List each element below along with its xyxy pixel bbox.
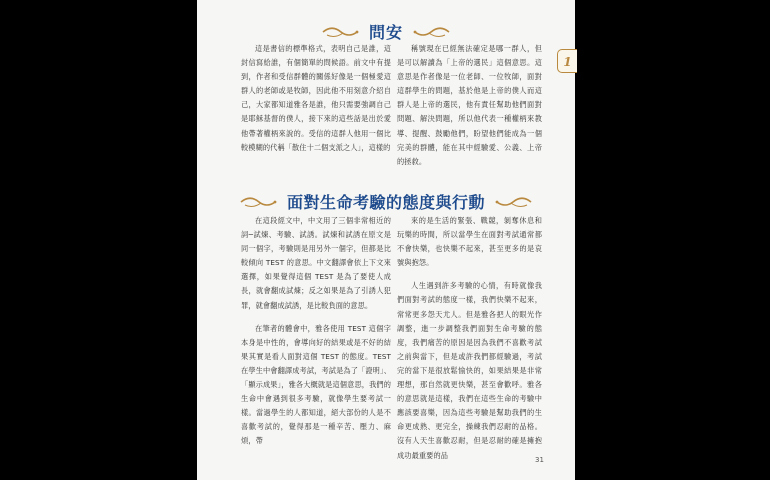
section-heading-greeting [197, 20, 575, 43]
text-column [397, 214, 542, 463]
section-title: 面對生命考驗的態度與行動 [286, 193, 485, 212]
paragraph: 人生遇到許多考驗的心情，有時就像我們面對考試的態度一樣，我們快樂不起來，常常更多怨天尤人。但是雅各把人的眼光作調整，進一步調整我們面對生命考驗的態度，我們痛苦的原因是因為我們不喜歡考試之前與當下，但是或許我們都經驗過，考試完的當下是很放鬆愉快的，如果結果是非常理想，那自然就更快樂，甚至會歡呼。雅各的意思就是這樣，我們在這些生命的考驗中應該要喜樂，因為這些考驗是幫助我們的生命更成熟、更完全，操練我們忍耐的品格。沒有人天生喜歡忍耐，但是忍耐的確是擁抱成功最重要的品 [397, 281, 542, 460]
text-column [241, 214, 391, 449]
paragraph: 在筆者的體會中，雅各使用 TEST 這個字本身是中性的，會導向好的結果或是不好的結果其實是看人面對這個 TEST 的態度。TEST 在學生中會翻譯成考試，考試是為了「證明」、「顯示成果」，雅各大概就是這個意思，我們的生命中會遇到很多考驗，就像學生要考試一樣。當過學生的人都知道，絕大部份的人是不喜歡考試的，覺得那是一種辛苦、壓力、麻煩，帶 [241, 323, 391, 446]
paragraph: 稱號現在已經無法確定是哪一群人，但是可以解讀為「上帝的選民」這個意思。這意思是作者像是一位老師、一位牧師，面對這群學生的問題，基於他是上帝的僕人而這群人是上帝的選民，他有責任幫助他們面對問題、解決問題，所以他代表一種權柄來教導、提醒、鼓勵他們，盼望他們能成為一個完美的群體，能在其中經驗愛、公義、上帝的拯救。 [397, 44, 542, 166]
chapter-tab: 1 [557, 49, 577, 73]
ornament-right-icon [413, 26, 451, 38]
paragraph: 在這段經文中，中文用了三個非常相近的詞─試煉、考驗、試誘。試煉和試誘在原文是同一個字，考驗則是用另外一個字，但都是比較傾向 TEST 的意思。中文翻譯會依上下文來選擇，如果覺得這個 TEST 是為了要使人成長，就會翻成試煉；反之如果是為了引誘人犯罪，就會翻成試誘，是比較負面的意思。 [241, 216, 391, 310]
section-title: 問安 [368, 23, 403, 42]
ornament-left-icon [321, 26, 359, 38]
ornament-left-icon [239, 196, 277, 208]
page-number: 31 [535, 456, 544, 464]
text-column [241, 42, 391, 155]
section-heading-life-tests [197, 190, 575, 213]
paragraph: 這是書信的標準格式，表明自己是誰，這封信寫給誰，有個簡單的問候語。前文中有提到，作者和受信群體的關係好像是一個極愛這群人的老師或是牧師，因此他不用刻意介紹自己，大家都知道雅各是誰，他只需要強調自己是耶穌基督的僕人，接下來的這些話是出於愛他帶著權柄來說的。受信的這群人他用一個比較模糊的代稱「散住十二個支派之人」，這樣的 [241, 44, 391, 152]
ornament-right-icon [495, 196, 533, 208]
paragraph: 來的是生活的緊張、戰競，剝奪休息和玩樂的時間，所以當學生在面對考試通常都不會快樂，也快樂不起來，甚至更多的是哀號與抱怨。 [397, 216, 542, 268]
book-page [197, 0, 575, 480]
text-column [397, 42, 542, 169]
